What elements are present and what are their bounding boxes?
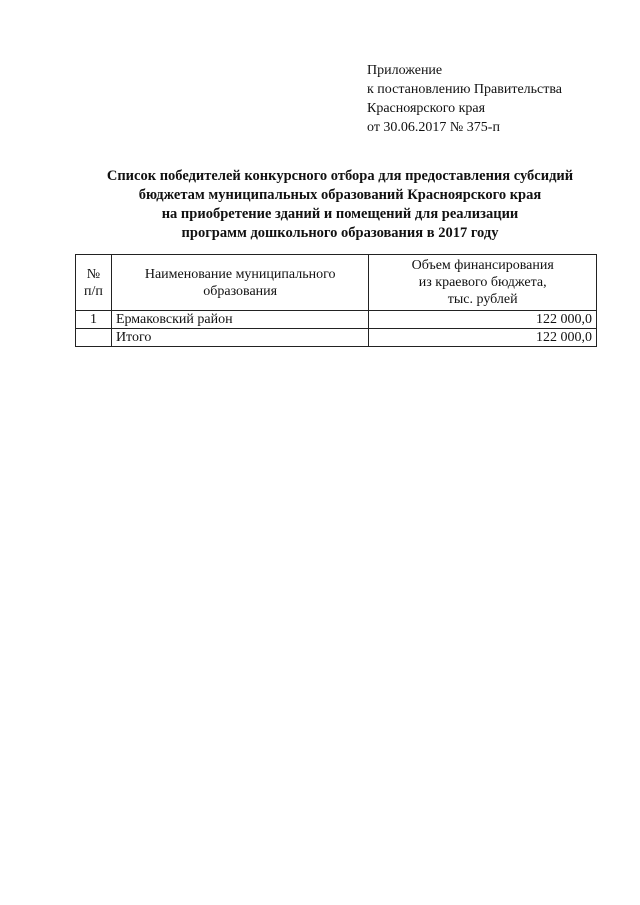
title-line: Список победителей конкурсного отбора для предоставления субсидий [106,168,574,184]
title-line: программ дошкольного образования в 2017 году [181,225,499,241]
column-header-amount [369,255,597,311]
winners-table [75,254,597,347]
document-title [60,167,620,243]
annex-block [367,61,562,137]
total-amount: 122 000,0 [369,329,597,347]
annex-line: от 30.06.2017 № 375-п [367,120,500,135]
column-header-name [111,255,368,311]
table-row [76,311,597,329]
header-text: образования [203,283,278,299]
header-text: п/п [84,283,103,299]
header-text: Объем финансирования [411,258,554,273]
table-header-row [76,255,597,311]
row-number: 1 [76,311,112,329]
funding-amount: 122 000,0 [369,311,597,329]
title-line: на приобретение зданий и помещений для реализации [161,206,519,222]
municipality-name: Ермаковский район [111,311,368,329]
header-text: Наименование муниципального [144,266,336,282]
header-text: № [86,266,101,282]
annex-line: Красноярского края [367,101,486,116]
annex-line: к постановлению Правительства [367,82,563,97]
title-line: бюджетам муниципальных образований Красноярского края [138,187,542,203]
total-label: Итого [111,329,368,347]
column-header-number [76,255,112,311]
annex-line: Приложение [367,63,443,78]
table-total-row [76,329,597,347]
header-text: тыс. рублей [447,292,518,307]
row-number [76,329,112,347]
header-text: из краевого бюджета, [418,275,547,290]
